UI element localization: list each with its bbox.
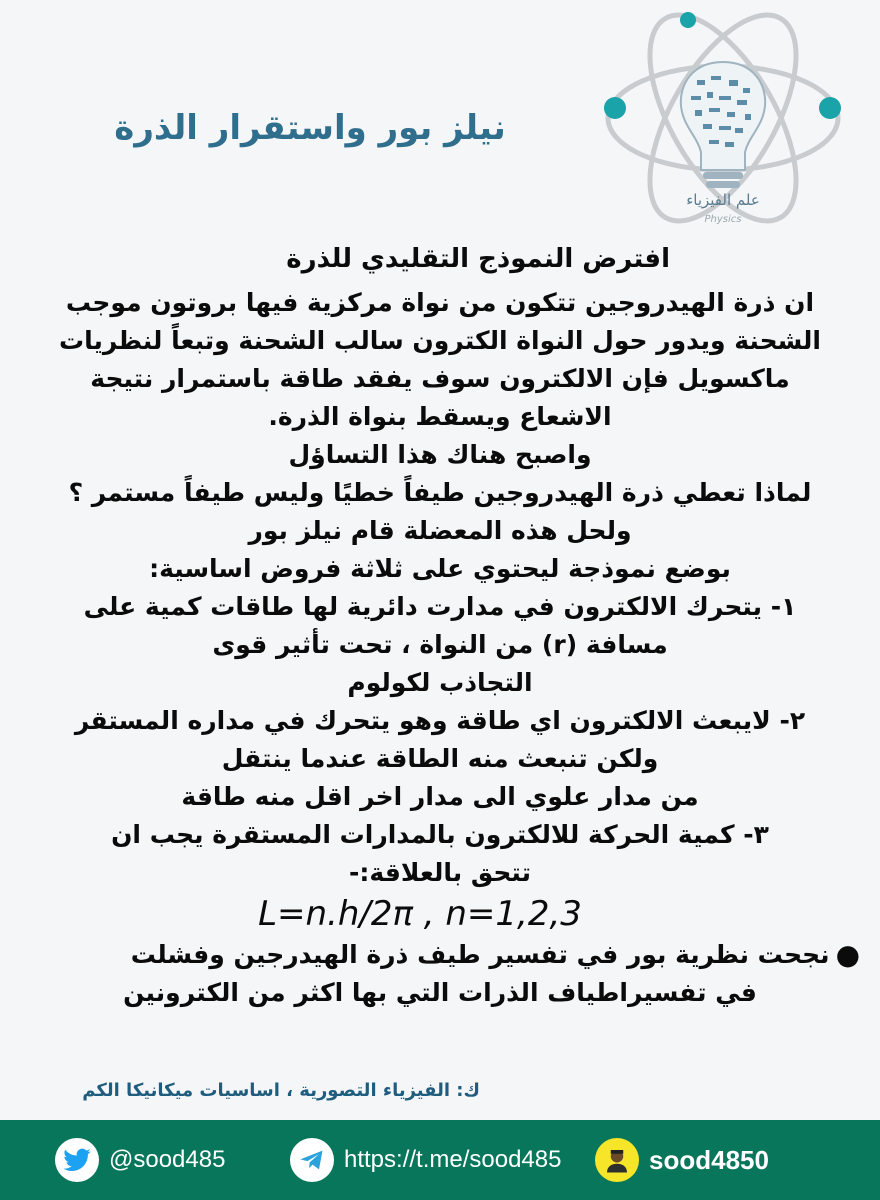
body-line: ان ذرة الهيدروجين تتكون من نواة مركزية فيها بروتون موجب bbox=[65, 288, 815, 317]
body-line: الاشعاع ويسقط بنواة الذرة. bbox=[268, 402, 612, 431]
body-line: التجاذب لكولوم bbox=[347, 668, 533, 697]
body-line: ٣- كمية الحركة للالكترون بالمدارات المستقرة يجب ان bbox=[111, 820, 769, 849]
telegram-url: https://t.me/sood485 bbox=[344, 1146, 562, 1173]
page-title: نيلز بور واستقرار الذرة bbox=[114, 108, 506, 148]
telegram-link[interactable] bbox=[290, 1138, 561, 1182]
section-heading: افترض النموذج التقليدي للذرة bbox=[286, 244, 670, 274]
logo-sublabel: Physics bbox=[704, 214, 742, 225]
snapchat-avatar-icon bbox=[595, 1138, 639, 1182]
twitter-link[interactable] bbox=[55, 1138, 225, 1182]
footer-bar bbox=[0, 1120, 880, 1200]
source-citation: ك: الفيزياء التصورية ، اساسيات ميكانيكا الكم bbox=[82, 1080, 480, 1101]
body-line: بوضع نموذجة ليحتوي على ثلاثة فروض اساسية: bbox=[149, 554, 731, 583]
body-line: من مدار علوي الى مدار اخر اقل منه طاقة bbox=[181, 782, 699, 811]
snapchat-handle: sood4850 bbox=[649, 1144, 769, 1175]
body-line: مسافة (r) من النواة ، تحت تأثير قوى bbox=[212, 630, 668, 659]
logo-label: علم الفيزياء bbox=[686, 191, 760, 209]
body-line: تتحق بالعلاقة:- bbox=[348, 858, 531, 887]
body-line: ولكن تنبعث منه الطاقة عندما ينتقل bbox=[221, 744, 659, 773]
body-line: الشحنة ويدور حول النواة الكترون سالب الشحنة وتبعاً لنظريات bbox=[58, 326, 821, 355]
article-body bbox=[20, 240, 860, 1012]
body-line: واصبح هناك هذا التساؤل bbox=[288, 440, 592, 469]
body-line: ١- يتحرك الالكترون في مدارت دائرية لها طاقات كمية على bbox=[83, 592, 797, 621]
telegram-icon bbox=[290, 1138, 334, 1182]
body-line: ولحل هذه المعضلة قام نيلز بور bbox=[248, 516, 632, 545]
bullet-continuation: في تفسيراطياف الذرات التي بها اكثر من الكترونين bbox=[123, 978, 757, 1007]
twitter-icon bbox=[55, 1138, 99, 1182]
bohr-formula: L=n.h/2π , n=1,2,3 bbox=[258, 894, 582, 934]
body-line: ماكسويل فإن الالكترون سوف يفقد طاقة باستمرار نتيجة bbox=[90, 364, 790, 393]
body-line: لماذا تعطي ذرة الهيدروجين طيفاً خطيًا وليس طيفاً مستمر ؟ bbox=[68, 478, 812, 507]
bullet-text: نجحت نظرية بور في تفسير طيف ذرة الهيدرجين وفشلت bbox=[130, 940, 830, 969]
bullet-dot-icon: ● bbox=[835, 938, 860, 971]
snapchat-link[interactable] bbox=[595, 1138, 769, 1182]
bullet-item bbox=[20, 936, 860, 974]
twitter-handle: @sood485 bbox=[109, 1146, 226, 1173]
body-line: ٢- لايبعث الالكترون اي طاقة وهو يتحرك في مداره المستقر bbox=[74, 706, 806, 735]
atom-lightbulb-logo bbox=[585, 0, 855, 240]
